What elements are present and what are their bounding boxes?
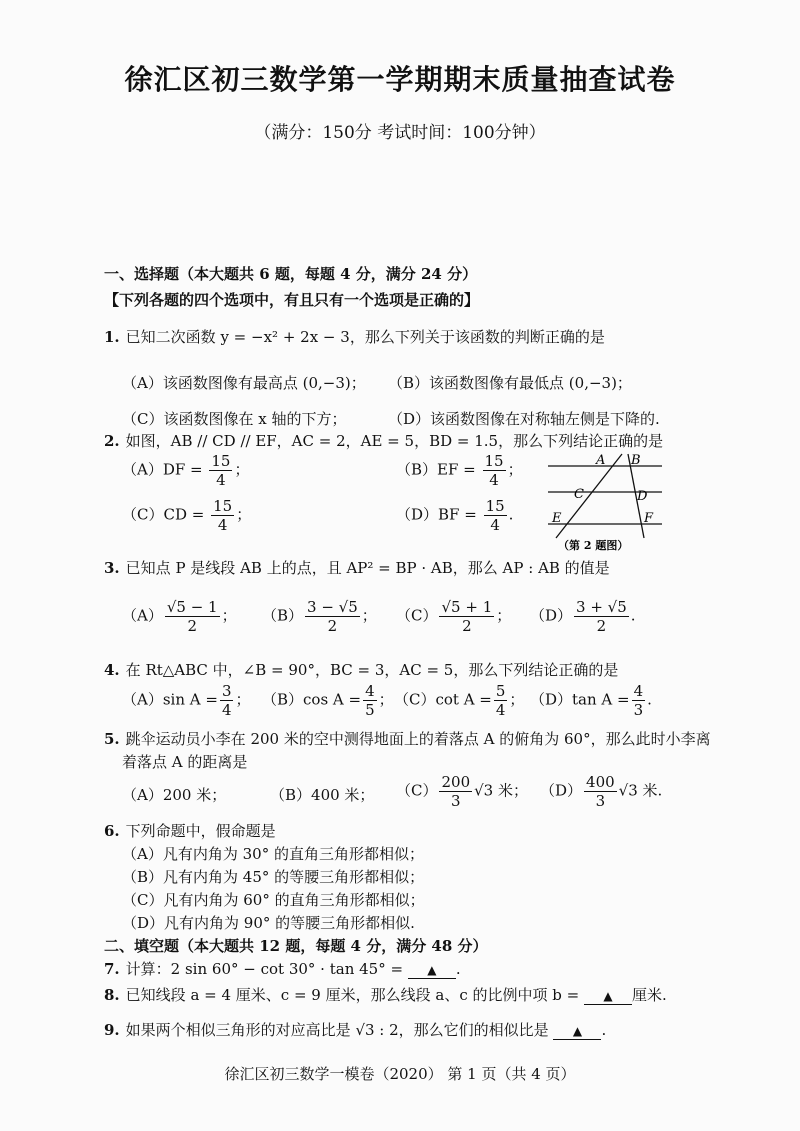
question-tail: . <box>601 1021 607 1039</box>
question-7 <box>104 958 461 979</box>
question-1 <box>104 326 605 347</box>
fraction <box>574 598 629 635</box>
numerator: 4 <box>365 682 375 700</box>
fraction <box>211 497 234 534</box>
q4-option-c: （C）cot A = $\frac{5}{4}$ ； <box>394 682 525 719</box>
question-stem: 已知线段 a = 4 厘米、c = 9 厘米，那么线段 a、c 的比例中项 b = <box>125 986 580 1004</box>
q6-option-c: （C）凡有内角为 60° 的直角三角形都相似； <box>122 891 425 909</box>
option-label: （B）cos A = <box>262 690 362 709</box>
answer-blank <box>408 960 456 979</box>
question-number: 5. <box>104 730 120 748</box>
question-3 <box>104 557 610 578</box>
denominator: 4 <box>216 471 226 489</box>
denominator: 4 <box>221 701 232 719</box>
numerator: √5 − 1 <box>166 598 218 616</box>
denominator: 2 <box>596 617 607 635</box>
question-5-line2: 着落点 A 的距离是 <box>122 753 248 771</box>
numerator: 15 <box>485 497 505 515</box>
point-b: B <box>631 453 641 468</box>
section2-heading: 二、填空题（本大题共 12 题，每题 4 分，满分 48 分） <box>104 937 488 955</box>
fraction <box>165 598 220 635</box>
q3-option-b: （B） $\frac{3 - √5}{2}$ ； <box>262 598 377 635</box>
triangle-icon: ▲ <box>427 963 437 977</box>
question-number: 2. <box>104 432 120 450</box>
exam-subtitle: （满分：150分 考试时间：100分钟） <box>254 123 546 143</box>
question-number: 9. <box>104 1021 120 1039</box>
q1-option-b: （B）该函数图像有最低点 (0,−3)； <box>388 374 632 392</box>
q3-option-a: （A） $\frac{√5 - 1}{2}$ ； <box>122 598 237 635</box>
point-c: C <box>574 487 584 502</box>
denominator: 3 <box>633 701 644 719</box>
numerator: 4 <box>633 682 644 700</box>
q3-option-d: （D） $\frac{3 + √5}{2}$ . <box>530 598 636 635</box>
point-d: D <box>637 489 648 504</box>
question-8 <box>104 984 667 1005</box>
option-tail: √3 米. <box>618 781 663 800</box>
denominator: 3 <box>595 792 606 810</box>
question-number: 3. <box>104 559 120 577</box>
numerator: 3 <box>221 682 232 700</box>
q2-option-b <box>396 452 523 489</box>
punct: ； <box>507 460 523 479</box>
fraction <box>305 598 360 635</box>
question-stem: 计算：2 sin 60° − cot 30° · tan 45° = <box>125 960 404 978</box>
option-label: （C） <box>396 606 438 625</box>
q2-option-d <box>396 497 513 534</box>
denominator: 4 <box>490 516 500 534</box>
numerator: 15 <box>484 452 504 470</box>
q6-option-b: （B）凡有内角为 45° 的等腰三角形都相似； <box>122 868 425 886</box>
answer-blank <box>584 986 632 1005</box>
option-label: （C）cot A = <box>394 690 492 709</box>
punct: ； <box>236 505 252 524</box>
q2-figure <box>540 452 670 552</box>
numerator: 15 <box>211 452 231 470</box>
question-stem: 如图，AB // CD // EF，AC = 2，AE = 5，BD = 1.5，那么下列结论正确的是 <box>125 432 664 450</box>
q2-option-c <box>122 497 251 534</box>
q5-option-c <box>396 773 528 810</box>
question-tail: 厘米. <box>632 986 667 1004</box>
option-label: （C） <box>396 781 438 800</box>
numerator: 15 <box>213 497 233 515</box>
point-e: E <box>552 511 562 526</box>
option-label: （A） <box>122 606 163 625</box>
fraction <box>584 773 617 810</box>
question-stem: 如果两个相似三角形的对应高比是 √3 : 2，那么它们的相似比是 <box>125 1021 549 1039</box>
question-6 <box>104 820 276 841</box>
triangle-icon: ▲ <box>603 989 613 1003</box>
triangle-icon: ▲ <box>572 1024 583 1038</box>
numerator: 400 <box>586 773 615 791</box>
fraction <box>363 682 377 719</box>
question-5 <box>104 728 711 749</box>
question-number: 1. <box>104 328 120 346</box>
denominator: 4 <box>217 516 228 534</box>
question-4 <box>104 659 618 680</box>
denominator: 2 <box>327 617 338 635</box>
punct: ； <box>234 460 250 479</box>
option-label: （D） <box>540 781 583 800</box>
option-label: （D）BF = <box>396 505 477 524</box>
option-label: （B） <box>262 606 304 625</box>
option-label: （D） <box>530 606 573 625</box>
denominator: 4 <box>495 701 506 719</box>
question-number: 7. <box>104 960 120 978</box>
question-2 <box>104 430 663 451</box>
numerator: 3 + √5 <box>576 598 627 616</box>
q4-option-a: （A）sin A = $\frac{3}{4}$ ； <box>122 682 251 719</box>
option-label: （D）tan A = <box>530 690 630 709</box>
punct: . <box>508 505 514 524</box>
option-label: （A）DF = <box>122 460 203 479</box>
option-label: （C）CD = <box>122 505 205 524</box>
fraction <box>484 497 507 534</box>
q5-option-d <box>540 773 662 810</box>
q4-option-d: （D）tan A = $\frac{4}{3}$ . <box>530 682 652 719</box>
q2-option-a <box>122 452 250 489</box>
q6-option-d: （D）凡有内角为 90° 的等腰三角形都相似. <box>122 914 415 932</box>
q1-option-a: （A）该函数图像有最高点 (0,−3)； <box>122 374 366 392</box>
fraction <box>632 682 646 719</box>
exam-title: 徐汇区初三数学第一学期期末质量抽查试卷 <box>124 63 676 96</box>
section1-heading: 一、选择题（本大题共 6 题，每题 4 分，满分 24 分） <box>104 265 478 283</box>
q6-option-a: （A）凡有内角为 30° 的直角三角形都相似； <box>122 845 424 863</box>
section1-note: 【下列各题的四个选项中，有且只有一个选项是正确的】 <box>104 291 480 309</box>
option-tail: √3 米； <box>474 781 528 800</box>
question-stem: 下列命题中，假命题是 <box>125 822 276 840</box>
fraction <box>483 452 506 489</box>
question-number: 6. <box>104 822 120 840</box>
numerator: 200 <box>441 773 471 791</box>
answer-blank <box>553 1021 601 1040</box>
q4-option-b: （B）cos A = $\frac{4}{5}$ ； <box>262 682 394 719</box>
fraction <box>439 598 494 635</box>
question-stem: 在 Rt△ABC 中，∠B = 90°，BC = 3，AC = 5，那么下列结论正确的是 <box>125 661 619 679</box>
q3-option-c: （C） $\frac{√5 + 1}{2}$ ； <box>396 598 512 635</box>
question-9 <box>104 1019 606 1040</box>
point-f: F <box>644 511 654 526</box>
numerator: 3 − √5 <box>307 598 358 616</box>
numerator: 5 <box>495 682 506 700</box>
option-label: （A）sin A = <box>122 690 218 709</box>
question-tail: . <box>455 960 461 978</box>
denominator: 4 <box>489 471 499 489</box>
q1-option-d: （D）该函数图像在对称轴左侧是下降的. <box>388 410 660 428</box>
option-label: （B）EF = <box>396 460 476 479</box>
q5-option-a: （A）200 米； <box>122 786 227 804</box>
denominator: 3 <box>451 792 461 810</box>
fraction <box>220 682 234 719</box>
figure-caption: （第 2 题图） <box>558 539 629 552</box>
q5-option-b: （B）400 米； <box>270 786 375 804</box>
question-stem: 已知二次函数 y = −x² + 2x − 3，那么下列关于该函数的判断正确的是 <box>125 328 605 346</box>
denominator: 2 <box>462 617 472 635</box>
q1-option-c: （C）该函数图像在 x 轴的下方； <box>122 410 347 428</box>
fraction <box>494 682 508 719</box>
denominator: 2 <box>187 617 197 635</box>
denominator: 5 <box>365 701 375 719</box>
question-stem: 已知点 P 是线段 AB 上的点，且 AP² = BP · AB，那么 AP : AB 的值是 <box>125 559 610 577</box>
fraction <box>209 452 232 489</box>
question-number: 4. <box>104 661 120 679</box>
numerator: √5 + 1 <box>441 598 493 616</box>
fraction <box>439 773 472 810</box>
question-stem: 跳伞运动员小李在 200 米的空中测得地面上的着落点 A 的俯角为 60°，那么此时小李离 <box>125 730 711 748</box>
question-number: 8. <box>104 986 120 1004</box>
page-footer: 徐汇区初三数学一模卷（2020） 第 1 页（共 4 页） <box>224 1065 576 1083</box>
point-a: A <box>596 453 606 468</box>
